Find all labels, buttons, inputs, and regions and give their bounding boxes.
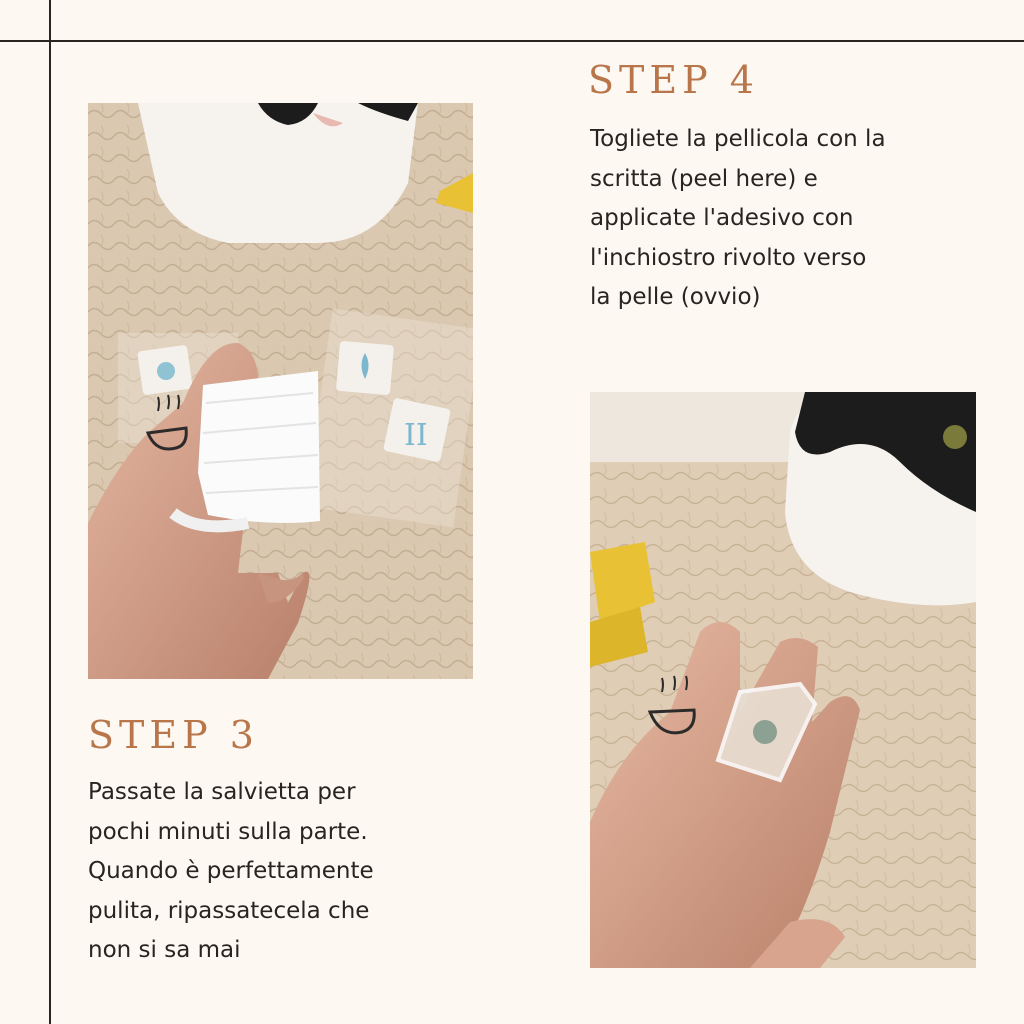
step3-description: Passate la salvietta per pochi minuti sulla parte. Quando è perfettamente pulita, ripassatecela che non si sa mai: [88, 779, 374, 963]
step4-description: Togliete la pellicola con la scritta (peel here) e applicate l'adesivo con l'inchiostro rivolto verso la pelle (ovvio): [590, 126, 886, 310]
step4-heading: STEP 4: [588, 58, 759, 102]
step4-photo: [590, 392, 976, 968]
left-divider-line: [49, 0, 51, 1024]
top-divider-line: [0, 40, 1024, 42]
step3-photo: [88, 103, 473, 679]
svg-text:II: II: [404, 418, 428, 453]
step3-heading: STEP 3: [88, 713, 259, 757]
